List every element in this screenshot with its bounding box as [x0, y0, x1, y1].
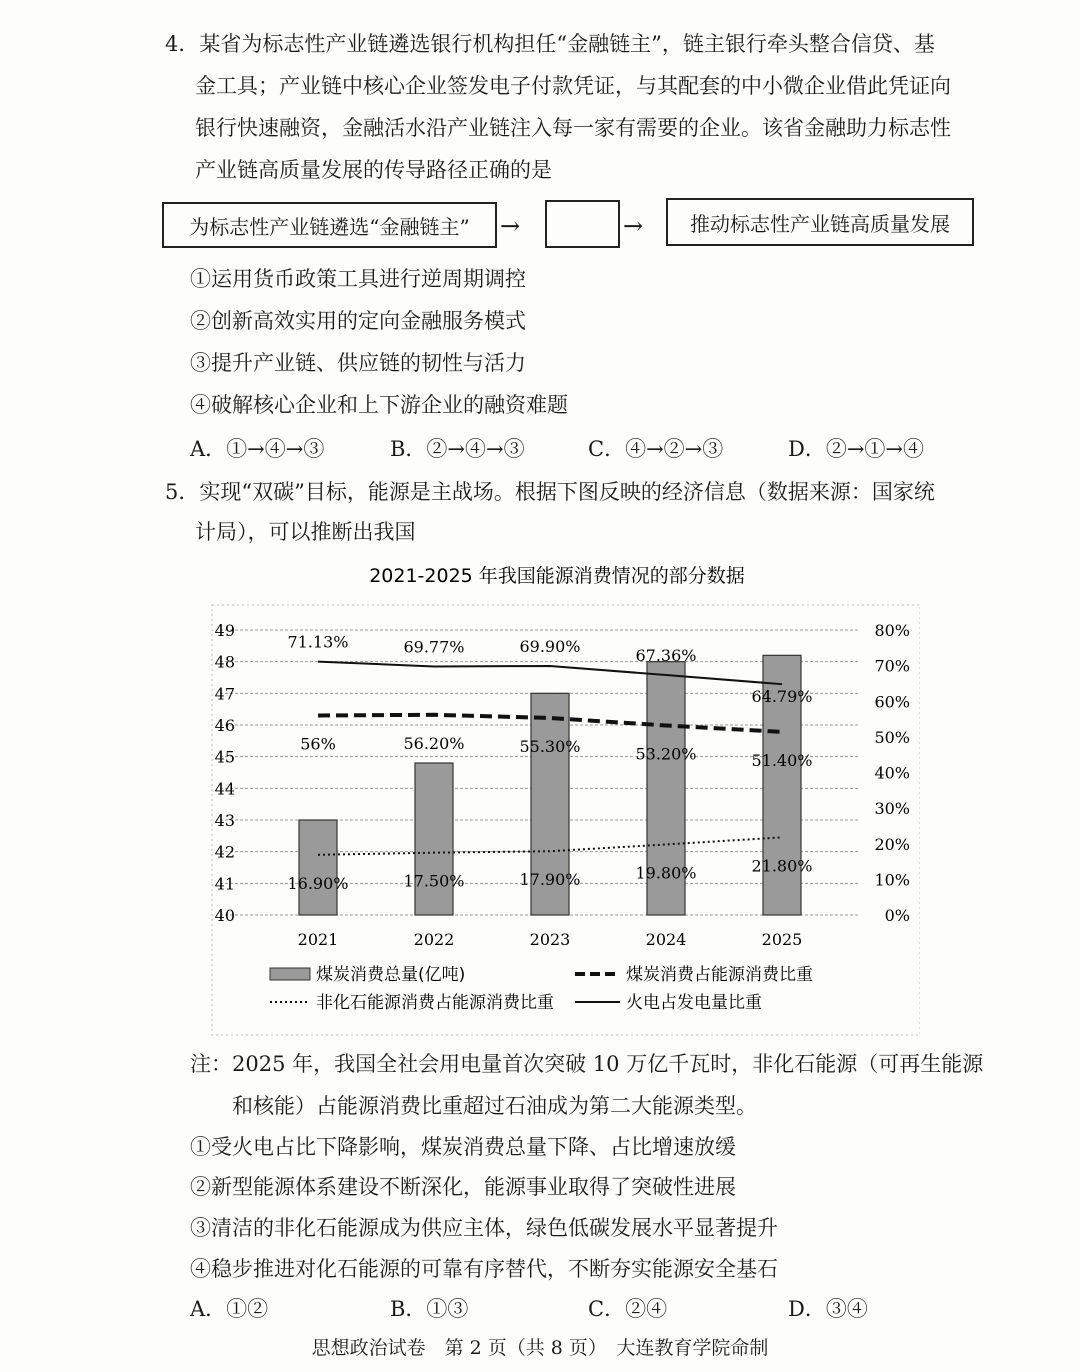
- left-tick-label: 48: [214, 652, 235, 672]
- q5-note-1: 注：2025 年，我国全社会用电量首次突破 10 万亿千瓦时，非化石能源（可再生能源: [190, 1052, 984, 1076]
- right-tick-label: 40%: [874, 763, 910, 783]
- q5-option-a[interactable]: A．①②: [190, 1297, 269, 1321]
- q4-item-2: ②创新高效实用的定向金融服务模式: [190, 309, 526, 333]
- flow-arrow-1: →: [500, 212, 521, 240]
- x-tick-label: 2025: [761, 930, 803, 949]
- right-tick-label: 0%: [884, 906, 910, 925]
- data-label: 64.79%: [751, 687, 813, 707]
- data-label: 17.50%: [403, 871, 465, 891]
- q4-line-3: 银行快速融资，金融活水沿产业链注入每一家有需要的企业。该省金融助力标志性: [195, 116, 951, 140]
- x-tick-label: 2023: [529, 930, 571, 949]
- q5-option-b[interactable]: B．①③: [390, 1297, 469, 1321]
- legend-label-bar: 煤炭消费总量(亿吨): [316, 965, 466, 985]
- chart-title: 2021-2025 年我国能源消费情况的部分数据: [369, 565, 745, 587]
- right-tick-label: 80%: [874, 621, 910, 640]
- q4-line-4: 产业链高质量发展的传导路径正确的是: [195, 158, 552, 182]
- data-label: 19.80%: [635, 863, 697, 883]
- x-tick-label: 2021: [297, 930, 339, 949]
- legend-swatch-bar: [270, 968, 310, 980]
- q5-item-3: ③清洁的非化石能源成为供应主体，绿色低碳发展水平显著提升: [190, 1216, 778, 1240]
- x-tick-label: 2022: [413, 930, 455, 949]
- q4-item-3: ③提升产业链、供应链的韧性与活力: [190, 351, 526, 375]
- x-tick-label: 2024: [645, 930, 687, 949]
- data-label: 17.90%: [519, 870, 581, 890]
- data-label: 51.40%: [751, 750, 813, 770]
- data-label: 69.90%: [519, 636, 581, 656]
- left-tick-label: 49: [214, 621, 235, 640]
- q4-option-d[interactable]: D．②→①→④: [788, 437, 925, 461]
- right-tick-label: 10%: [874, 870, 910, 890]
- right-tick-label: 50%: [874, 727, 910, 747]
- q5-line-2: 计局），可以推断出我国: [195, 520, 416, 544]
- left-tick-label: 47: [214, 684, 235, 704]
- flow-arrow-2: →: [623, 212, 644, 240]
- data-label: 56.20%: [403, 733, 465, 753]
- data-label: 56%: [300, 734, 336, 754]
- flow-box-start: 为标志性产业链遴选“金融链主”: [162, 202, 497, 248]
- data-label: 53.20%: [635, 744, 697, 764]
- q5-option-d[interactable]: D．③④: [788, 1297, 868, 1321]
- data-label: 71.13%: [287, 632, 349, 652]
- data-label: 16.90%: [287, 873, 349, 893]
- left-tick-label: 41: [214, 874, 235, 894]
- right-tick-label: 60%: [874, 692, 910, 712]
- data-label: 69.77%: [403, 637, 465, 657]
- q5-note-2: 和核能）占能源消费比重超过石油成为第二大能源类型。: [232, 1094, 757, 1118]
- right-tick-label: 30%: [874, 799, 910, 819]
- q4-line-1: 4．某省为标志性产业链遴选银行机构担任“金融链主”，链主银行牵头整合信贷、基: [165, 32, 935, 56]
- q4-option-c[interactable]: C．④→②→③: [588, 437, 724, 461]
- q4-option-b[interactable]: B．②→④→③: [390, 437, 525, 461]
- data-label: 67.36%: [635, 646, 697, 666]
- series-line-solid: [318, 662, 782, 685]
- q4-line-2: 金工具；产业链中核心企业签发电子付款凭证，与其配套的中小微企业借此凭证向: [195, 74, 951, 98]
- q5-item-4: ④稳步推进对化石能源的可靠有序替代，不断夯实能源安全基石: [190, 1257, 778, 1281]
- legend-label-dashed: 煤炭消费占能源消费比重: [626, 965, 813, 985]
- left-tick-label: 40: [214, 906, 235, 925]
- bar-coal-2022: [415, 763, 453, 915]
- left-tick-label: 45: [214, 747, 235, 767]
- flow-box-end: 推动标志性产业链高质量发展: [666, 198, 974, 246]
- flow-box-blank: [545, 200, 620, 248]
- q4-item-4: ④破解核心企业和上下游企业的融资难题: [190, 393, 568, 417]
- q5-line-1: 5．实现“双碳”目标，能源是主战场。根据下图反映的经济信息（数据来源：国家统: [165, 480, 935, 504]
- q4-option-a[interactable]: A．①→④→③: [190, 437, 325, 461]
- right-tick-label: 20%: [874, 834, 910, 854]
- page-footer: 思想政治试卷 第 2 页（共 8 页） 大连教育学院命制: [311, 1337, 769, 1359]
- q4-item-1: ①运用货币政策工具进行逆周期调控: [190, 267, 526, 291]
- data-label: 55.30%: [519, 736, 581, 756]
- q5-option-c[interactable]: C．②④: [588, 1297, 668, 1321]
- left-tick-label: 42: [214, 842, 235, 862]
- legend-label-dotted: 非化石能源消费占能源消费比重: [316, 993, 554, 1013]
- q5-item-2: ②新型能源体系建设不断深化，能源事业取得了突破性进展: [190, 1175, 736, 1199]
- data-label: 21.80%: [751, 856, 813, 876]
- left-tick-label: 43: [214, 811, 235, 830]
- left-tick-label: 46: [214, 716, 235, 735]
- legend-label-solid: 火电占发电量比重: [626, 993, 762, 1013]
- q5-item-1: ①受火电占比下降影响，煤炭消费总量下降、占比增速放缓: [190, 1135, 736, 1159]
- left-tick-label: 44: [214, 779, 235, 799]
- bar-coal-2021: [299, 820, 337, 915]
- energy-chart: [160, 555, 920, 1040]
- right-tick-label: 70%: [874, 656, 910, 676]
